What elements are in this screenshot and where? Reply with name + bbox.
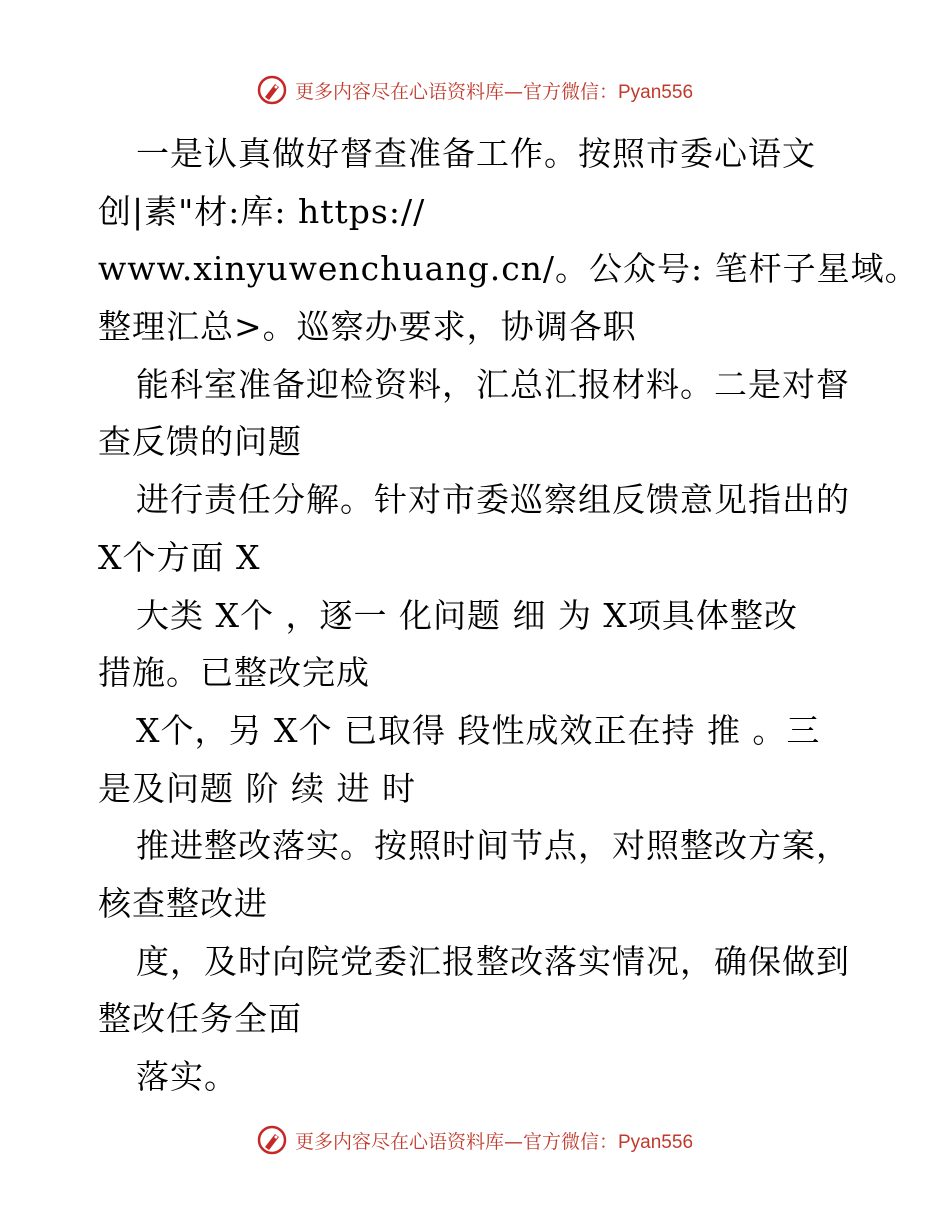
paragraph-line: 落实。 (136, 1057, 238, 1096)
paragraph-line: 能科室准备迎检资料，汇总汇报材料。二是对督 (136, 364, 850, 404)
paragraph-line: X个，另 X个 已取得 段性成效正在持 推 。三 (136, 710, 821, 750)
paragraph-line: www.xinyuwenchuang.cn/。公众号: 笔杆子星域。 (98, 249, 919, 289)
watermark-label: 更多内容尽在心语资料库—官方微信： (294, 80, 618, 103)
watermark-wechat-id: Pyan556 (618, 81, 694, 103)
paragraph-line: 创|素"材:库: https:// (98, 191, 426, 231)
watermark-text (295, 1127, 693, 1154)
paragraph-line: 整理汇总>。巡察办要求，协调各职 (98, 307, 637, 347)
paragraph-line: 核查整改进 (98, 883, 268, 923)
paragraph-line: 大类 X个 ，逐一 化问题 细 为 X项具体整改 (136, 595, 798, 635)
paragraph-line: 推进整改落实。按照时间节点，对照整改方案， (136, 826, 850, 866)
watermark-text (295, 77, 693, 104)
pen-nib-logo-icon (257, 1125, 287, 1155)
watermark-label: 更多内容尽在心语资料库—官方微信： (294, 1130, 618, 1153)
header-watermark (0, 72, 950, 108)
paragraph-line: 查反馈的问题 (98, 422, 302, 462)
paragraph-line: X个方面 X (98, 537, 261, 577)
document-body (98, 125, 919, 1106)
footer-watermark (0, 1122, 950, 1158)
paragraph-line: 整改任务全面 (98, 999, 302, 1039)
pen-nib-logo-icon (257, 75, 287, 105)
paragraph-line: 一是认真做好督查准备工作。按照市委心语文 (136, 134, 816, 173)
watermark-wechat-id: Pyan556 (618, 1131, 694, 1153)
paragraph-line: 度，及时向院党委汇报整改落实情况，确保做到 (136, 941, 850, 981)
paragraph-line: 进行责任分解。针对市委巡察组反馈意见指出的 (136, 480, 850, 520)
paragraph-line: 措施。已整改完成 (98, 653, 370, 693)
paragraph-line: 是及问题 阶 续 进 时 (98, 768, 416, 808)
